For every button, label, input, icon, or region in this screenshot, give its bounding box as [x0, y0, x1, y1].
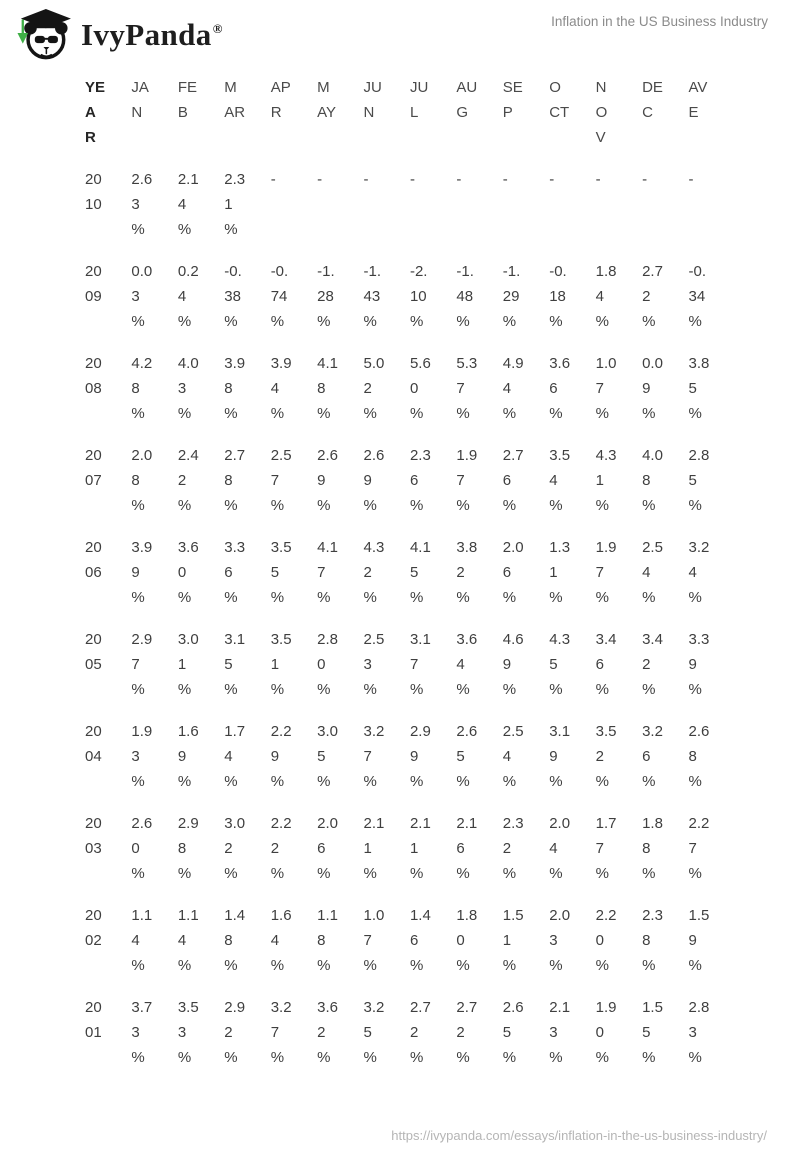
value-cell: 3.05%: [317, 723, 338, 790]
value-cell: 2.11%: [363, 815, 385, 882]
month-column-header: OCT: [549, 79, 570, 121]
month-column-header: JUL: [409, 79, 429, 121]
value-cell: 3.26%: [642, 723, 663, 790]
value-cell: 2.60%: [131, 815, 153, 882]
value-cell: 1.18%: [317, 907, 338, 974]
month-column-header: JUN: [363, 79, 382, 121]
value-cell: 2.72%: [456, 999, 478, 1065]
value-cell: 4.03%: [177, 355, 199, 422]
value-cell: 2.83%: [688, 999, 710, 1065]
value-cell: 1.93%: [131, 723, 153, 790]
value-cell: 3.36%: [224, 539, 246, 606]
value-cell: -1.48%: [456, 263, 474, 330]
value-cell: 2.76%: [502, 447, 524, 514]
month-column-header: AVE: [688, 79, 708, 121]
value-cell: 2.97%: [131, 631, 153, 698]
value-cell: 4.35%: [549, 631, 571, 698]
value-cell: 3.85%: [688, 355, 710, 422]
value-cell: 4.32%: [363, 539, 385, 606]
value-cell: 2.72%: [642, 263, 663, 330]
table-row: [85, 259, 735, 351]
registered-trademark-symbol: ®: [212, 20, 223, 36]
value-cell: 4.31%: [595, 447, 617, 514]
value-cell: 2.20%: [595, 907, 617, 974]
value-cell: 2.36%: [409, 447, 431, 514]
value-cell: 3.94%: [270, 355, 292, 422]
value-cell: -: [688, 171, 694, 188]
year-cell: 2007: [85, 447, 102, 489]
value-cell: 4.18%: [317, 355, 338, 422]
value-cell: 3.46%: [595, 631, 617, 698]
value-cell: 1.51%: [502, 907, 524, 974]
value-cell: 2.29%: [270, 723, 292, 790]
value-cell: 3.60%: [177, 539, 199, 606]
value-cell: 2.72%: [409, 999, 431, 1065]
month-column-header: JAN: [131, 79, 149, 121]
value-cell: 4.94%: [502, 355, 524, 422]
value-cell: 3.98%: [224, 355, 246, 422]
year-column-header: YEAR: [85, 79, 106, 146]
value-cell: -: [502, 171, 508, 188]
value-cell: 3.52%: [595, 723, 617, 790]
value-cell: -: [456, 171, 462, 188]
value-cell: 2.08%: [131, 447, 153, 514]
value-cell: 1.46%: [409, 907, 431, 974]
table-body: [85, 167, 735, 1065]
value-cell: 3.02%: [224, 815, 246, 882]
value-cell: 2.68%: [688, 723, 710, 790]
value-cell: 3.39%: [688, 631, 710, 698]
month-column-header: APR: [270, 79, 291, 121]
year-cell: 2003: [85, 815, 102, 857]
value-cell: 1.14%: [131, 907, 153, 974]
source-url-link[interactable]: https://ivypanda.com/essays/inflation-in-the-us-business-industry/: [391, 1128, 767, 1143]
value-cell: 1.97%: [456, 447, 478, 514]
value-cell: 4.08%: [642, 447, 663, 514]
value-cell: 1.77%: [595, 815, 617, 882]
value-cell: 2.11%: [409, 815, 431, 882]
value-cell: -: [409, 171, 415, 188]
value-cell: -1.28%: [317, 263, 335, 330]
value-cell: 1.07%: [363, 907, 385, 974]
value-cell: 2.65%: [456, 723, 478, 790]
table-row: [85, 443, 735, 535]
value-cell: 3.82%: [456, 539, 478, 606]
value-cell: 5.02%: [363, 355, 385, 422]
inflation-table-container: [85, 75, 750, 1065]
value-cell: 1.59%: [688, 907, 710, 974]
value-cell: 4.69%: [502, 631, 524, 698]
value-cell: 2.04%: [549, 815, 571, 882]
value-cell: 3.17%: [409, 631, 431, 698]
year-cell: 2009: [85, 263, 102, 305]
month-column-header: DEC: [642, 79, 663, 121]
value-cell: 1.84%: [595, 263, 617, 330]
value-cell: -: [317, 171, 323, 188]
value-cell: -1.43%: [363, 263, 382, 330]
value-cell: 4.15%: [409, 539, 431, 606]
table-row: [85, 811, 735, 903]
table-row: [85, 167, 735, 259]
value-cell: -0.34%: [688, 263, 706, 330]
year-cell: 2002: [85, 907, 102, 949]
value-cell: 2.38%: [642, 907, 663, 974]
value-cell: 3.27%: [270, 999, 292, 1065]
value-cell: 3.55%: [270, 539, 292, 606]
value-cell: 3.15%: [224, 631, 246, 698]
value-cell: 2.98%: [177, 815, 199, 882]
value-cell: 3.27%: [363, 723, 385, 790]
value-cell: 3.53%: [177, 999, 199, 1065]
year-cell: 2008: [85, 355, 102, 397]
value-cell: 5.60%: [409, 355, 431, 422]
year-cell: 2004: [85, 723, 102, 765]
month-column-header: MAR: [224, 79, 246, 121]
table-row: [85, 351, 735, 443]
value-cell: -: [363, 171, 369, 188]
value-cell: 0.03%: [131, 263, 153, 330]
value-cell: 2.22%: [270, 815, 292, 882]
value-cell: 1.07%: [595, 355, 617, 422]
table-row: [85, 995, 735, 1065]
value-cell: 2.65%: [502, 999, 524, 1065]
value-cell: -: [595, 171, 601, 188]
value-cell: 2.16%: [456, 815, 478, 882]
value-cell: -: [642, 171, 648, 188]
inflation-table: [85, 75, 735, 1065]
month-column-header: SEP: [502, 79, 523, 121]
value-cell: 2.14%: [177, 171, 199, 238]
value-cell: 3.73%: [131, 999, 153, 1065]
value-cell: -0.74%: [270, 263, 289, 330]
value-cell: 2.06%: [502, 539, 524, 606]
ivypanda-logo[interactable]: [14, 8, 221, 60]
value-cell: 3.51%: [270, 631, 292, 698]
value-cell: 2.78%: [224, 447, 246, 514]
value-cell: 3.25%: [363, 999, 385, 1065]
logo-wordmark: IvyPanda: [81, 16, 212, 52]
month-column-header: FEB: [177, 79, 198, 121]
year-cell: 2006: [85, 539, 102, 581]
value-cell: 2.92%: [224, 999, 246, 1065]
value-cell: -: [549, 171, 555, 188]
value-cell: 3.24%: [688, 539, 710, 606]
value-cell: 3.64%: [456, 631, 478, 698]
value-cell: 2.06%: [317, 815, 338, 882]
value-cell: 3.62%: [317, 999, 338, 1065]
value-cell: 2.53%: [363, 631, 385, 698]
value-cell: 2.54%: [502, 723, 524, 790]
value-cell: -: [270, 171, 276, 188]
value-cell: 1.74%: [224, 723, 246, 790]
page-title: Inflation in the US Business Industry: [551, 14, 768, 29]
value-cell: 1.31%: [549, 539, 571, 606]
table-row: [85, 719, 735, 811]
value-cell: -2.10%: [409, 263, 428, 330]
value-cell: 2.69%: [363, 447, 385, 514]
value-cell: 1.80%: [456, 907, 478, 974]
value-cell: 3.99%: [131, 539, 153, 606]
panda-graduation-logo-icon: [14, 8, 72, 60]
value-cell: 4.17%: [317, 539, 338, 606]
table-row: [85, 903, 735, 995]
year-cell: 2010: [85, 171, 102, 213]
value-cell: 1.48%: [224, 907, 246, 974]
value-cell: 2.42%: [177, 447, 199, 514]
value-cell: 2.13%: [549, 999, 571, 1065]
value-cell: 2.99%: [409, 723, 431, 790]
value-cell: 1.64%: [270, 907, 292, 974]
month-column-header: AUG: [456, 79, 478, 121]
value-cell: 1.90%: [595, 999, 617, 1065]
value-cell: -0.18%: [549, 263, 567, 330]
year-cell: 2005: [85, 631, 102, 673]
value-cell: 0.24%: [177, 263, 199, 330]
value-cell: 2.69%: [317, 447, 338, 514]
value-cell: 3.19%: [549, 723, 571, 790]
value-cell: 2.80%: [317, 631, 338, 698]
value-cell: 1.97%: [595, 539, 617, 606]
value-cell: 2.32%: [502, 815, 524, 882]
value-cell: 4.28%: [131, 355, 153, 422]
value-cell: 1.88%: [642, 815, 663, 882]
value-cell: 3.54%: [549, 447, 571, 514]
value-cell: 0.09%: [642, 355, 663, 422]
value-cell: 2.54%: [642, 539, 663, 606]
value-cell: 2.03%: [549, 907, 571, 974]
value-cell: 1.14%: [177, 907, 199, 974]
year-cell: 2001: [85, 999, 102, 1041]
value-cell: 2.57%: [270, 447, 292, 514]
month-column-header: NOV: [595, 79, 608, 146]
value-cell: 2.27%: [688, 815, 710, 882]
value-cell: 1.69%: [177, 723, 199, 790]
value-cell: 2.63%: [131, 171, 153, 238]
value-cell: 2.85%: [688, 447, 710, 514]
value-cell: 1.55%: [642, 999, 663, 1065]
value-cell: -1.29%: [502, 263, 521, 330]
value-cell: 5.37%: [456, 355, 478, 422]
table-header-row: [85, 75, 735, 167]
month-column-header: MAY: [317, 79, 337, 121]
value-cell: 2.31%: [224, 171, 246, 238]
value-cell: 3.01%: [177, 631, 199, 698]
value-cell: 3.42%: [642, 631, 663, 698]
table-row: [85, 627, 735, 719]
value-cell: -0.38%: [224, 263, 242, 330]
value-cell: 3.66%: [549, 355, 571, 422]
table-row: [85, 535, 735, 627]
